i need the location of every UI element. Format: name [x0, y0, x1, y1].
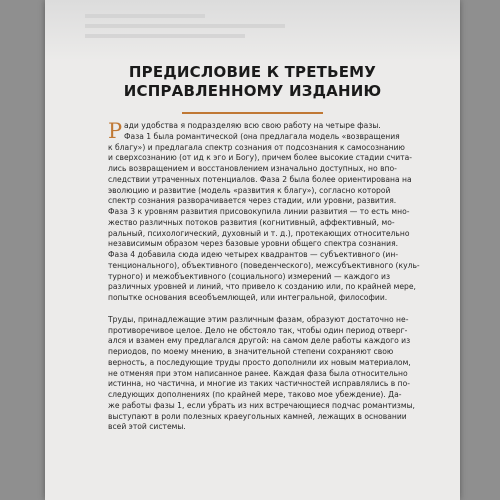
- page-top-bleed: [45, 0, 460, 62]
- drop-cap-letter: Р: [108, 119, 123, 143]
- body-text: [108, 121, 420, 433]
- text-line: тенционального), объективного (поведенческого), межсубъективного (куль-: [108, 260, 420, 270]
- bleed-through-line: [85, 34, 245, 38]
- text-line: периодов, по моему мнению, в значительной степени сохраняют свою: [108, 347, 394, 356]
- heading-line-1: ПРЕДИСЛОВИЕ К ТРЕТЬЕМУ: [128, 63, 377, 81]
- text-line: независимым образом через базовые уровни общего спектра сознания.: [108, 239, 399, 249]
- text-line: выступают в роли полезных краеугольных камней, лежащих в основании: [108, 411, 407, 421]
- text-line: Труды, принадлежащие этим различным фазам, образуют достаточно не-: [108, 314, 409, 324]
- text-line: лись возвращением и восстановлением изначально доступных, но впо-: [108, 164, 397, 173]
- heading-line-2: ИСПРАВЛЕННОМУ ИЗДАНИЮ: [123, 82, 382, 100]
- chapter-heading: [85, 63, 420, 101]
- text-line: жество различных потоков развития (когнитивный, аффективный, мо-: [108, 217, 395, 227]
- paragraph-1: [108, 121, 420, 304]
- paragraph-gap: [108, 304, 420, 315]
- text-line: верность, а последующие труды просто дополнили их новым материалом,: [108, 357, 411, 367]
- text-line: различных уровней и линий, что привело к созданию или, по крайней мере,: [108, 282, 416, 292]
- bleed-through-line: [85, 24, 285, 28]
- text-line: турного) и межобъективного (социального) измерений — каждого из: [108, 271, 391, 281]
- text-line: Фаза 4 добавила сюда идею четырех квадрантов — субъективного (ин-: [108, 250, 399, 259]
- text-line: следующих дополнениях (по крайней мере, таково мое убеждение). Да-: [108, 390, 402, 399]
- text-line: ался и взамен ему предлагался другой: на самом деле работы каждого из: [108, 336, 411, 346]
- text-line: попытке основания всеобъемлющей, или интегральной, философии.: [108, 293, 388, 302]
- text-line: ади удобства я подразделяю всю свою работу на четыре фазы.: [124, 121, 381, 130]
- book-page: [45, 0, 460, 500]
- text-line: же работы фазы 1, если убрать из них встречающиеся подчас романтизмы,: [108, 400, 415, 410]
- heading-underline: [182, 112, 323, 114]
- text-line: ральный, психологический, духовный и т. д.), протекающих относительно: [108, 228, 410, 238]
- text-line: Фаза 1 была романтической (она предлагала модель «возвращения: [124, 131, 400, 141]
- text-line: и сверхсознанию (от ид к эго и Богу), причем более высокие стадии счита-: [108, 153, 412, 163]
- text-line: эволюцию и развитие (модель «развития к благу»), согласно которой: [108, 185, 391, 195]
- text-line: следствии утраченных потенциалов. Фаза 2 была более ориентирована на: [108, 174, 412, 184]
- paragraph-2: [108, 315, 420, 433]
- text-line: Фаза 3 к уровням развития присовокупила линии развития — то есть мно-: [108, 207, 410, 216]
- text-line: к благу») и предлагала спектр сознания от подсознания к самосознанию: [108, 142, 405, 152]
- text-line: не отменяя при этом написанное ранее. Каждая фаза была относительно: [108, 368, 408, 378]
- text-line: противоречивое целое. Дело не обстояло так, чтобы один период отверг-: [108, 325, 408, 335]
- bleed-through-line: [85, 14, 205, 18]
- text-line: всей этой системы.: [108, 422, 186, 432]
- text-line: истинна, но частична, и многие из таких частичностей исправлялись в по-: [108, 379, 411, 389]
- text-line: спектр сознания разворачивается через стадии, или уровни, развития.: [108, 196, 397, 206]
